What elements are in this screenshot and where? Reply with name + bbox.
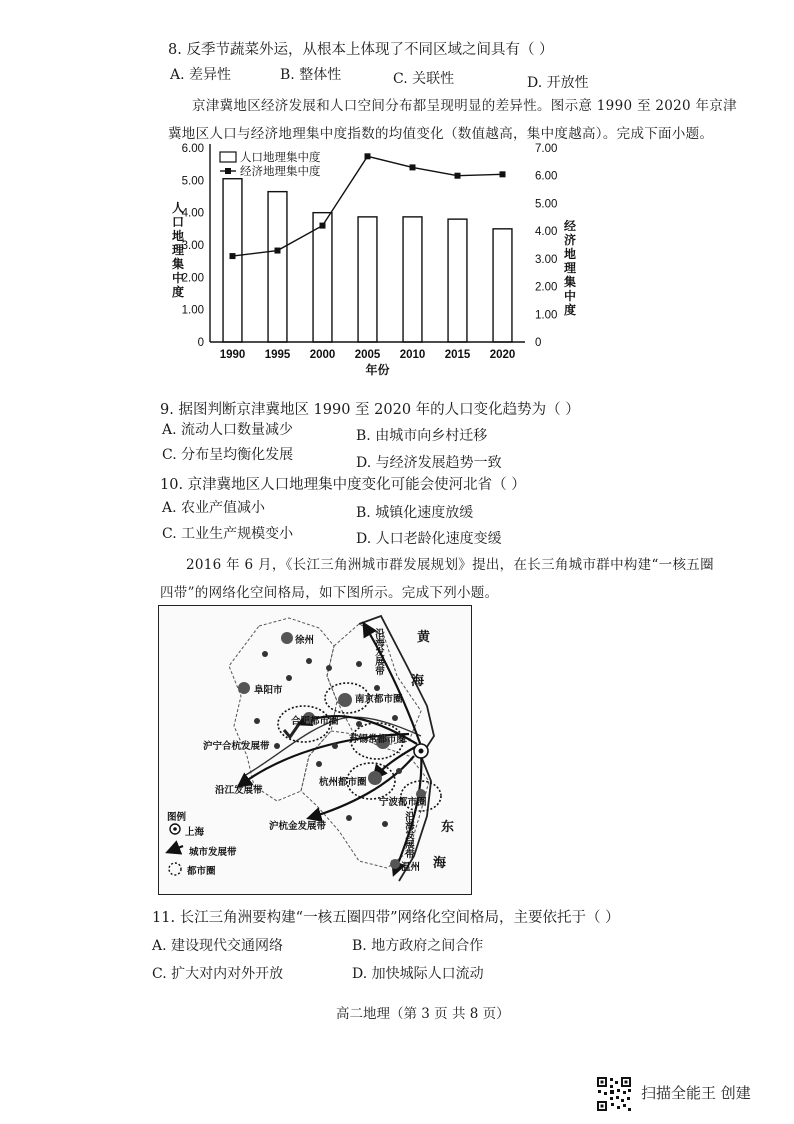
q8-option-d: D. 开放性	[527, 75, 589, 91]
q9-option-b: B. 由城市向乡村迁移	[356, 428, 488, 444]
label-suxichang: 苏锡常都市圈	[349, 734, 407, 745]
label-wenzhou: 温州	[401, 862, 421, 873]
q11-option-d: D. 加快城际人口流动	[352, 966, 484, 982]
q11-option-a: A. 建设现代交通网络	[152, 938, 284, 954]
legend-metro: 都市圈	[187, 866, 216, 877]
q10-option-d: D. 人口老龄化速度变缓	[356, 531, 502, 547]
left-tick-label: 3.00	[181, 240, 204, 252]
svg-text:口: 口	[171, 215, 185, 229]
intro2-line2: 四带”的网络化空间格局，如下图所示。完成下列小题。	[160, 585, 499, 601]
svg-text:地: 地	[563, 247, 577, 261]
label-huang: 黄	[417, 630, 431, 645]
svg-text:度: 度	[563, 303, 577, 317]
svg-text:集: 集	[171, 257, 185, 271]
intro2-line1: 2016 年 6 月，《长江三角洲城市群发展规划》提出，在长三角城市群中构建“一核五圈	[186, 557, 714, 573]
point-economy-1995	[275, 248, 281, 254]
q11-stem: 11. 长江三角洲要构建“一核五圈四带”网络化空间格局，主要依托于（ ）	[152, 910, 620, 926]
left-tick-label: 6.00	[181, 143, 204, 155]
label-yanjiang-belt: 沿江发展带	[215, 785, 263, 796]
svg-text:理: 理	[563, 261, 577, 275]
legend-point-symbol	[225, 168, 231, 174]
x-tick-label-2000: 2000	[309, 349, 336, 361]
page-footer: 高二地理（第 3 页 共 8 页）	[336, 1006, 510, 1022]
scanner-watermark: 扫描全能王 创建	[641, 1084, 751, 1102]
xuzhou-city	[281, 632, 293, 644]
chart-svg	[170, 140, 590, 390]
label-hefei: 合肥都市圈	[291, 716, 339, 727]
legend-belt-symbol	[168, 846, 183, 852]
label-hai-south: 海	[433, 856, 447, 871]
label-hangzhou: 杭州都市圈	[319, 777, 367, 788]
label-nanjing: 南京都市圈	[355, 694, 403, 705]
q10-option-b: B. 城镇化速度放缓	[356, 505, 474, 521]
svg-text:济: 济	[563, 233, 577, 247]
hangzhou-city	[368, 771, 382, 785]
point-economy-2010	[410, 164, 416, 170]
x-axis-label: 年份	[365, 363, 390, 377]
nanjing-city	[338, 693, 352, 707]
svg-text:度: 度	[171, 285, 185, 299]
bar-population-2015	[448, 219, 467, 342]
label-hu-hang-jin-belt: 沪杭金发展带	[269, 821, 327, 832]
svg-text:集: 集	[563, 275, 577, 289]
point-economy-2000	[320, 223, 326, 229]
label-yanhai-belt-north: 沿海发展带	[373, 628, 384, 676]
point-economy-2020	[500, 171, 506, 177]
x-tick-label-2020: 2020	[489, 349, 516, 361]
right-tick-label: 3.00	[535, 253, 558, 266]
q8-stem: 8. 反季节蔬菜外运，从根本上体现了不同区域之间具有（ ）	[168, 42, 554, 58]
label-xuzhou: 徐州	[295, 635, 315, 646]
label-hai-north: 海	[411, 674, 425, 689]
yangtze-delta-map	[158, 605, 472, 895]
right-tick-label: 2.00	[535, 281, 558, 294]
left-tick-label: 0	[197, 337, 204, 349]
point-economy-2015	[455, 173, 461, 179]
right-tick-label: 1.00	[535, 309, 558, 322]
q9-stem: 9. 据图判断京津冀地区 1990 至 2020 年的人口变化趋势为（ ）	[160, 402, 580, 418]
right-tick-label: 4.00	[535, 226, 558, 239]
bar-population-1990	[223, 179, 242, 342]
qr-code-icon	[596, 1076, 632, 1112]
q9-option-d: D. 与经济发展趋势一致	[356, 455, 502, 471]
y-axis-label-right	[564, 218, 577, 317]
label-hu-ning-he-hang-belt: 沪宁合杭发展带	[203, 741, 270, 752]
intro1-line2: 冀地区人口与经济地理集中度指数的均值变化（数值越高，集中度越高）。完成下面小题。	[168, 126, 714, 142]
legend-metro-symbol	[169, 863, 181, 875]
svg-text:中: 中	[563, 289, 577, 303]
q10-stem: 10. 京津冀地区人口地理集中度变化可能会使河北省（ ）	[160, 477, 526, 493]
q10-option-c: C. 工业生产规模变小	[162, 526, 294, 542]
q10-option-a: A. 农业产值减小	[162, 500, 266, 516]
svg-text:地: 地	[171, 229, 185, 243]
q11-option-c: C. 扩大对内对外开放	[152, 966, 284, 982]
svg-text:中: 中	[171, 271, 185, 285]
legend-title: 图例	[167, 812, 187, 823]
wenzhou-city	[390, 859, 400, 869]
legend-population-label: 人口地理集中度	[240, 152, 321, 164]
intro1-line1: 京津冀地区经济发展和人口空间分布都呈现明显的差异性。图示意 1990 至 2020 年京津	[192, 98, 737, 114]
svg-text:人: 人	[171, 201, 185, 215]
bar-population-2005	[358, 217, 377, 342]
right-tick-label: 7.00	[535, 143, 558, 155]
q8-option-b: B. 整体性	[280, 67, 342, 83]
label-fuyang: 阜阳市	[254, 685, 283, 696]
legend-bar-symbol	[220, 152, 236, 162]
left-tick-label: 4.00	[181, 207, 204, 220]
label-yanhai-belt-south: 沿海发展带	[403, 811, 414, 859]
point-economy-1990	[230, 253, 236, 259]
x-tick-label-1995: 1995	[264, 349, 291, 361]
label-dong: 东	[441, 820, 455, 835]
right-tick-label: 6.00	[535, 170, 558, 183]
right-tick-label: 0	[535, 337, 542, 349]
fuyang-city	[238, 682, 250, 694]
svg-text:经: 经	[563, 219, 577, 233]
q8-option-c: C. 关联性	[393, 71, 455, 87]
legend-shanghai: 上海	[185, 827, 205, 838]
bar-population-2000	[313, 213, 332, 342]
legend-economy-label: 经济地理集中度	[240, 166, 321, 178]
x-tick-label-2005: 2005	[354, 349, 381, 361]
x-tick-label-1990: 1990	[219, 349, 246, 361]
label-ningbo: 宁波都市圈	[379, 797, 427, 808]
point-economy-2005	[365, 153, 371, 159]
q9-option-c: C. 分布呈均衡化发展	[162, 447, 294, 463]
right-tick-label: 5.00	[535, 198, 558, 211]
left-tick-label: 1.00	[181, 304, 204, 317]
left-tick-label: 2.00	[181, 272, 204, 285]
legend-belt: 城市发展带	[189, 847, 237, 858]
x-tick-label-2015: 2015	[444, 349, 471, 361]
bar-population-1995	[268, 192, 287, 342]
q9-option-a: A. 流动人口数量减少	[162, 422, 294, 438]
y-axis-label-left	[172, 201, 185, 299]
q8-option-a: A. 差异性	[170, 67, 232, 83]
q11-option-b: B. 地方政府之间合作	[352, 938, 484, 954]
svg-text:理: 理	[171, 243, 185, 257]
concentration-chart	[170, 140, 590, 390]
bar-population-2020	[493, 229, 512, 342]
bar-population-2010	[403, 217, 422, 342]
left-tick-label: 5.00	[181, 175, 204, 188]
x-tick-label-2010: 2010	[399, 349, 426, 361]
